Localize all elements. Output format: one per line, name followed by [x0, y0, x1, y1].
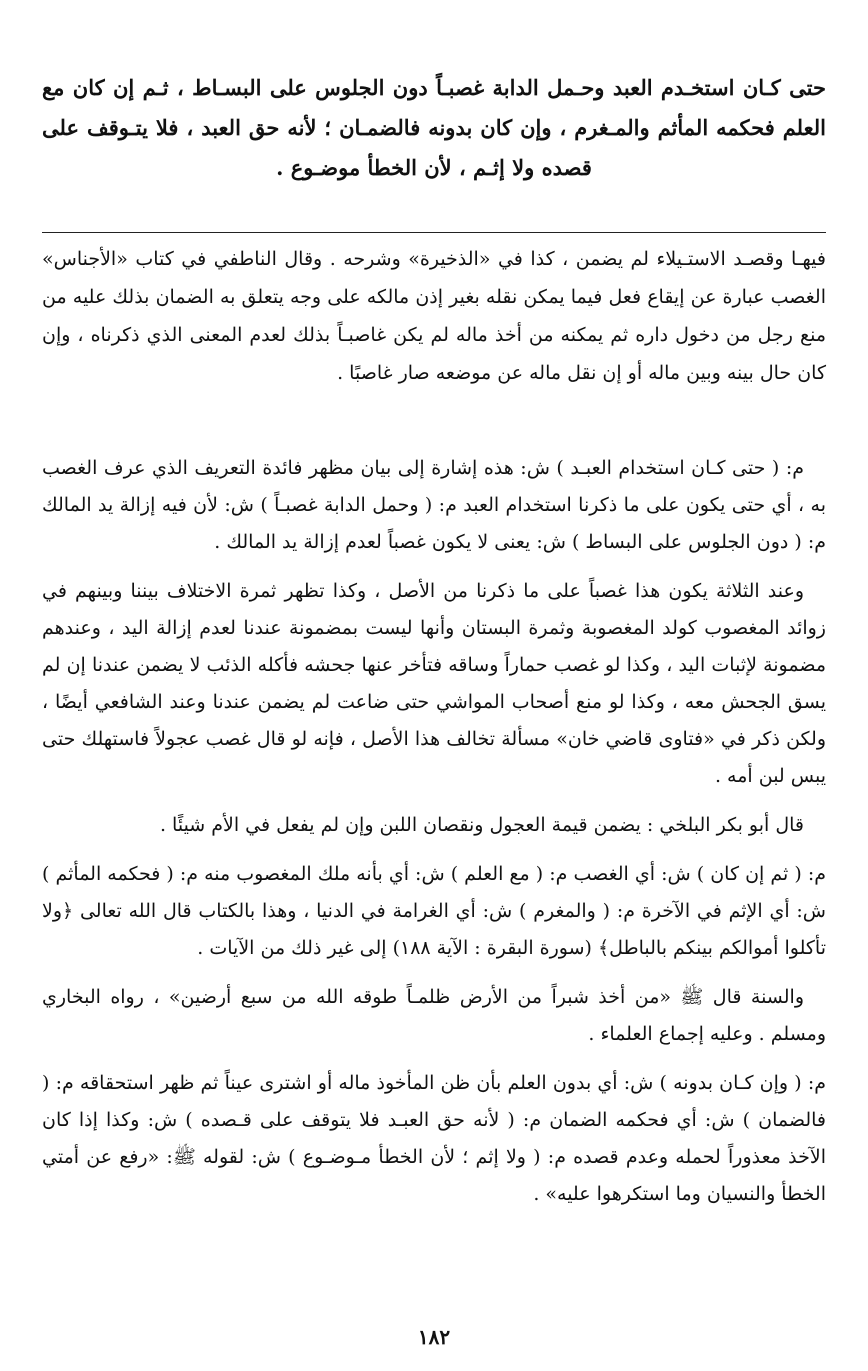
commentary-paragraph: م: ( حتى كـان استخدام العبـد ) ش: هذه إشارة إلى بيان مظهر فائدة التعريف الذي عرف الغصب به ، أي حتى يكون على ما ذكرنا استخدام العبد م: ( وحمل الدابة غصبـاً ) ش: لأن فيه إزالة يد المالك م: ( دون الجلوس على البساط ) ش: يعنى لا يكون غصباً لعدم إزالة يد المالك . [42, 457, 826, 553]
main-text-block [42, 68, 826, 188]
footnote-block [42, 240, 826, 392]
commentary-block [42, 450, 826, 1225]
commentary-paragraph: م: ( ثم إن كان ) ش: أي الغصب م: ( مع العلم ) ش: أي بأنه ملك المغصوب منه م: ( فحكمه المأثم ) ش: أي الإثم في الآخرة م: ( والمغرم ) ش: أي الغرامة في الدنيا ، وهذا بالكتاب قال الله تعالى ﴿ولا تأكلوا أموالكم بينكم بالباطل﴾ (سورة البقرة : الآية ١٨٨) إلى غير ذلك من الآيات . [42, 863, 826, 959]
commentary-paragraph: والسنة قال ﷺ «من أخذ شبراً من الأرض ظلمـاً طوقه الله من سبع أرضين» ، رواه البخاري ومسلم . وعليه إجماع العلماء . [42, 986, 826, 1045]
main-text: حتى كـان استخـدم العبد وحـمل الدابة غصبـاً دون الجلوس على البسـاط ، ثـم إن كان مع العلم فحكمه المأثم والمـغرم ، وإن كان بدونه فالضمـان ؛ لأنه حق العبد ، فلا يتـوقف على قصده ولا إثـم ، لأن الخطأ موضـوع . [42, 75, 826, 180]
footnote-separator [42, 232, 826, 233]
commentary-paragraph: م: ( وإن كـان بدونه ) ش: أي بدون العلم بأن ظن المأخوذ ماله أو اشترى عيناً ثم ظهر استحقاقه م: ( فالضمان ) ش: أي فحكمه الضمان م: ( لأنه حق العبـد فلا يتوقف على قـصده ) ش: وكذا إذا كان الآخذ معذوراً لحمله وعدم قصده م: ( ولا إثم ؛ لأن الخطأ مـوضـوع ) ش: لقوله ﷺ: «رفع عن أمتي الخطأ والنسيان وما استكرهوا عليه» . [42, 1072, 826, 1205]
commentary-paragraph: وعند الثلاثة يكون هذا غصباً على ما ذكرنا من الأصل ، وكذا تظهر ثمرة الاختلاف بيننا وبينهم في زوائد المغصوب كولد المغصوبة وثمرة البستان وأنها ليست بمضمونة عندنا لعدم إزالة اليد ، وعندهم مضمونة لإثبات اليد ، وكذا لو غصب حماراً وساقه فتأخر عنها جحشه فأكله الذئب لا يضمن عندنا إن لم يسق الجحش معه ، وكذا لو منع أصحاب المواشي حتى ضاعت لم يضمن عندنا وعند الشافعي أيضًا ، ولكن ذكر في «فتاوى قاضي خان» مسألة تخالف هذا الأصل ، فإنه لو قال غصب عجولاً فاستهلك حتى يبس لبن أمه . [42, 580, 826, 787]
commentary-paragraph: قال أبو بكر البلخي : يضمن قيمة العجول ونقصان اللبن وإن لم يفعل في الأم شيئًا . [159, 814, 804, 836]
footnote-text: فيهـا وقصـد الاستـيلاء لم يضمن ، كذا في «الذخيرة» وشرحه . وقال الناطفي في كتاب «الأجناس» الغصب عبارة عن إيقاع فعل فيما يمكن نقله بغير إذن مالكه على وجه يتعلق به الضمان بذلك عليه من منع رجل من دخول داره ثم يمكنه من أخذ ماله لم يكن غاصبـاً بذلك لعدم المعنى الذي ذكرناه ، وإن كان حال بينه وبين ماله أو إن نقل ماله عن موضعه صار غاصبًا . [42, 248, 826, 384]
page-number: ١٨٢ [417, 1325, 451, 1349]
